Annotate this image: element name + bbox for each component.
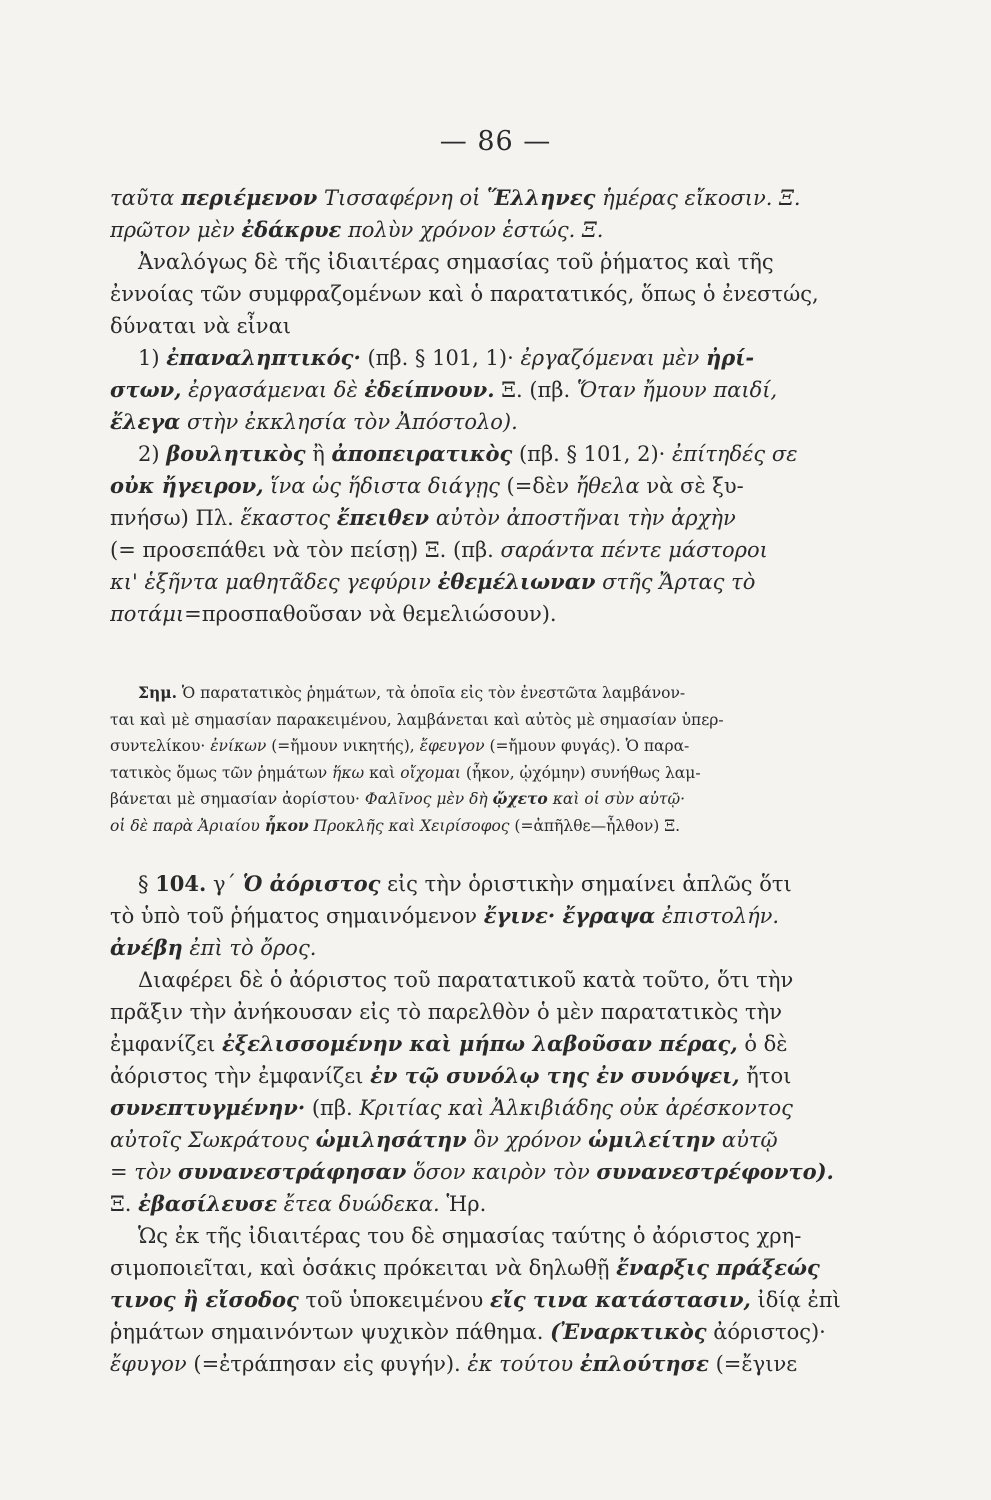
text-run: Ὅταν ἤμουν παιδί,	[576, 378, 778, 402]
text-run: ἐκ τούτου	[467, 1352, 580, 1376]
text-run: καὶ	[364, 763, 401, 782]
emphasis-text: ἔγινε· ἔγραψα	[483, 903, 656, 928]
emphasis-text: ἀνέβη	[110, 935, 183, 960]
text-line	[110, 470, 850, 502]
text-line	[110, 246, 850, 278]
text-line	[110, 214, 850, 246]
text-run: ἵνα ὡς ἥδιστα διάγῃς	[263, 474, 507, 498]
text-run: γ´	[206, 872, 243, 896]
emphasis-text: περιέμενον	[181, 185, 318, 210]
text-run: ἔφευγον	[419, 737, 485, 755]
text-run: (ἧκον, ᾠχόμην) συνήθως λαμ-	[461, 763, 701, 782]
text-run: (=ἔγινε	[708, 1352, 798, 1376]
text-line	[110, 760, 850, 787]
text-run: κι' ἑξῆντα μαθητᾶδες γεφύριν	[110, 570, 438, 594]
text-run: (=δὲν	[506, 474, 576, 498]
emphasis-text: Σημ.	[138, 683, 177, 702]
text-run: τατικὸς ὅμως τῶν ῥημάτων	[110, 763, 333, 782]
emphasis-text: ἐβασίλευσε	[138, 1191, 277, 1216]
text-line	[110, 598, 850, 630]
text-line	[110, 1188, 850, 1220]
text-run: ἤτοι	[739, 1064, 792, 1088]
paragraph-imperfect-uses	[110, 182, 850, 630]
text-line	[110, 406, 850, 438]
text-line	[110, 534, 850, 566]
text-line	[110, 182, 850, 214]
emphasis-text: ἠρί-	[705, 345, 755, 370]
text-run: πολὺν χρόνον ἑστώς. Ξ.	[341, 218, 604, 242]
text-run: ἰδίᾳ ἐπὶ	[750, 1288, 841, 1312]
emphasis-text: ᾤχετο	[492, 789, 548, 808]
text-run: δύναται νὰ εἶναι	[110, 314, 291, 338]
emphasis-text: ἔπειθεν	[336, 505, 430, 530]
text-run: ταῦτα	[110, 186, 182, 210]
text-run: =προσπαθοῦσαν νὰ θεμελιώσουν).	[184, 602, 557, 626]
text-run: Κριτίας καὶ Ἀλκιβιάδης οὐκ ἀρέσκοντος	[359, 1096, 793, 1120]
text-run: ἐπὶ τὸ ὄρος.	[182, 936, 317, 960]
text-line	[110, 438, 850, 470]
text-run: πρᾶξιν τὴν ἀνήκουσαν εἰς τὸ παρελθὸν ὁ μὲν παρατατικὸς τὴν	[110, 1000, 782, 1024]
text-line	[110, 900, 850, 932]
text-line	[110, 1220, 850, 1252]
text-run: ἢ	[305, 442, 332, 466]
text-run: (=ἤμουν φυγάς). Ὁ παρα-	[484, 737, 690, 755]
text-run: ἔτεα δυώδεκα.	[276, 1192, 440, 1216]
text-line	[110, 374, 850, 406]
text-run: τοῦ ὑποκειμένου	[298, 1288, 490, 1312]
text-run: καὶ οἱ σὺν αὐτῷ·	[547, 790, 686, 808]
emphasis-text: ἔναρξις πράξεώς	[616, 1255, 820, 1280]
emphasis-text: ἐδάκρυε	[241, 217, 342, 242]
text-run: ὅσον καιρὸν τὸν	[406, 1160, 597, 1184]
emphasis-text: ἐν τῷ συνόλῳ της ἐν συνόψει,	[370, 1063, 740, 1088]
text-run: ὁ δὲ	[737, 1032, 788, 1056]
text-run: ἐπιστολήν.	[655, 904, 780, 928]
text-run: ἐμφανίζει	[110, 1032, 222, 1056]
text-line	[110, 1092, 850, 1124]
text-run: ἕκαστος	[240, 506, 337, 530]
text-run: οἱ δὲ παρὰ Ἀριαίου	[110, 816, 265, 835]
text-line	[110, 964, 850, 996]
emphasis-text: ὡμιλησάτην	[315, 1127, 467, 1152]
text-run: (=ἀπῆλθε—ἦλθον) Ξ.	[514, 816, 681, 835]
emphasis-text: οὐκ ἤγειρον,	[110, 473, 264, 498]
text-line	[110, 1124, 850, 1156]
text-run: Ὡς ἐκ τῆς ἰδιαιτέρας του δὲ σημασίας ταύτης ὁ ἀόριστος χρη-	[138, 1224, 802, 1248]
text-run: Διαφέρει δὲ ὁ ἀόριστος τοῦ παρατατικοῦ κατὰ τοῦτο, ὅτι τὴν	[138, 968, 794, 992]
text-run: σαράντα πέντε μάστοροι	[500, 538, 768, 562]
text-line	[110, 1284, 850, 1316]
text-line	[110, 278, 850, 310]
text-run: ὃν χρόνον	[466, 1128, 589, 1152]
text-line	[110, 310, 850, 342]
emphasis-text: ἔλεγα	[110, 409, 181, 434]
text-run: ἔφυγον	[110, 1352, 187, 1376]
text-run: Ξ.	[110, 1192, 139, 1216]
emphasis-text: συνεπτυγμένην·	[110, 1095, 306, 1120]
text-line	[110, 1316, 850, 1348]
text-run: στὴν ἐκκλησία τὸν Ἀπόστολο).	[180, 410, 518, 434]
text-run: Ξ. (πβ.	[494, 378, 577, 402]
emphasis-text: συνανεστράφησαν	[177, 1159, 407, 1184]
text-run: στῆς Ἄρτας τὸ	[595, 570, 756, 594]
emphasis-text: Ὁ ἀόριστος	[242, 871, 381, 896]
emphasis-text: 104.	[155, 871, 207, 896]
text-run: 1)	[138, 346, 167, 370]
note-paragraph	[110, 680, 850, 839]
text-line	[110, 566, 850, 598]
text-run: εἰς τὴν ὁριστικὴν σημαίνει ἁπλῶς ὅτι	[380, 872, 792, 896]
text-run: σιμοποιεῖται, καὶ ὁσάκις πρόκειται νὰ δηλωθῇ	[110, 1256, 617, 1280]
emphasis-text: ἐδείπνουν.	[364, 377, 495, 402]
text-run: ἥκω	[332, 763, 365, 782]
text-run: αὐτοῖς Σωκράτους	[110, 1128, 316, 1152]
text-run: ἀόριστος τὴν ἐμφανίζει	[110, 1064, 371, 1088]
text-run: ἤθελα	[575, 474, 640, 498]
text-run: αὐτὸν ἀποστῆναι τὴν ἀρχὴν	[429, 506, 736, 530]
text-run: §	[138, 872, 156, 896]
text-run: Προκλῆς καὶ Χειρίσοφος	[308, 816, 515, 835]
text-run: πρῶτον μὲν	[110, 218, 242, 242]
emphasis-text: ἀποπειρατικὸς	[331, 441, 513, 466]
text-run: Ἡρ.	[439, 1192, 487, 1216]
text-run: νὰ σὲ ξυ-	[639, 474, 744, 498]
emphasis-text: βουλητικὸς	[166, 441, 306, 466]
text-line	[110, 680, 850, 707]
text-line	[110, 1028, 850, 1060]
text-line	[110, 1156, 850, 1188]
text-run: ἐπίτηδές σε	[672, 442, 798, 466]
emphasis-text: ἐπαναληπτικός·	[166, 345, 361, 370]
text-line	[110, 786, 850, 813]
text-line	[110, 996, 850, 1028]
emphasis-text: ἧκον	[264, 815, 309, 835]
text-run: βάνεται μὲ σημασίαν ἀορίστου·	[110, 790, 365, 808]
text-run: Ἀναλόγως δὲ τῆς ἰδιαιτέρας σημασίας τοῦ ῥήματος καὶ τῆς	[138, 250, 774, 274]
text-run: (πβ. § 101, 1)·	[360, 346, 521, 370]
text-run: (πβ.	[305, 1096, 360, 1120]
text-run: ἐργαζόμεναι μὲν	[520, 346, 706, 370]
text-line	[110, 868, 850, 900]
text-line	[110, 1348, 850, 1380]
text-run: ἀόριστος)·	[706, 1320, 826, 1344]
page-number: — 86 —	[439, 126, 552, 157]
emphasis-text: ἐξελισσομένην καὶ μήπω λαβοῦσαν πέρας,	[221, 1031, 738, 1056]
text-run: αὐτῷ	[715, 1128, 778, 1152]
emphasis-text: (Ἐναρκτικὸς	[550, 1319, 707, 1344]
text-line	[110, 342, 850, 374]
emphasis-text: εἴς τινα κατάστασιν,	[489, 1287, 751, 1312]
emphasis-text: στων,	[110, 377, 182, 402]
text-run: ἐννοίας τῶν συμφραζομένων καὶ ὁ παρατατικός, ὅπως ὁ ἐνεστώς,	[110, 282, 819, 306]
text-run: οἴχομαι	[400, 763, 461, 782]
section-104-aorist	[110, 868, 850, 1380]
text-line	[110, 502, 850, 534]
text-run: Ὁ παρατατικὸς ῥημάτων, τὰ ὁποῖα εἰς τὸν ἐνεστῶτα λαμβάνον-	[176, 684, 686, 702]
text-run: τὸ ὑπὸ τοῦ ῥήματος σημαινόμενον	[110, 904, 484, 928]
text-run: (= προσεπάθει νὰ τὸν πείσῃ) Ξ. (πβ.	[110, 538, 501, 562]
emphasis-text: συνανεστρέφοντο).	[596, 1159, 834, 1184]
emphasis-text: τινος ἢ εἴσοδος	[110, 1287, 299, 1312]
text-run: Τισσαφέρνη οἱ	[317, 186, 488, 210]
text-run: Φαλῖνος μὲν δὴ	[364, 790, 493, 808]
text-line	[110, 733, 850, 760]
text-run: 2)	[138, 442, 167, 466]
text-run: ἡμέρας εἴκοσιν. Ξ.	[595, 186, 801, 210]
emphasis-text: ἐθεμέλιωναν	[437, 569, 596, 594]
text-run: ποτάμι	[110, 602, 185, 626]
text-run: (=ἤμουν νικητής),	[266, 737, 420, 755]
emphasis-text: ὡμιλείτην	[588, 1127, 716, 1152]
text-line	[110, 1060, 850, 1092]
text-run: ἐργασάμεναι δὲ	[181, 378, 365, 402]
text-run: ἐνίκων	[210, 737, 267, 755]
text-run: ῥημάτων σημαινόντων ψυχικὸν πάθημα.	[110, 1320, 551, 1344]
text-run: συντελίκου·	[110, 737, 211, 755]
text-run: = τὸν	[110, 1160, 178, 1184]
text-run: (=ἐτράπησαν εἰς φυγήν).	[186, 1352, 468, 1376]
text-run: ται καὶ μὲ σημασίαν παρακειμένου, λαμβάνεται καὶ αὐτὸς μὲ σημασίαν ὑπερ-	[110, 710, 724, 729]
emphasis-text: ἐπλούτησε	[579, 1351, 709, 1376]
text-run: (πβ. § 101, 2)·	[512, 442, 672, 466]
text-line	[110, 1252, 850, 1284]
text-run: πνήσω) Πλ.	[110, 506, 241, 530]
text-line	[110, 707, 850, 734]
text-line	[110, 932, 850, 964]
text-line	[110, 813, 850, 840]
emphasis-text: Ἕλληνες	[487, 185, 596, 210]
